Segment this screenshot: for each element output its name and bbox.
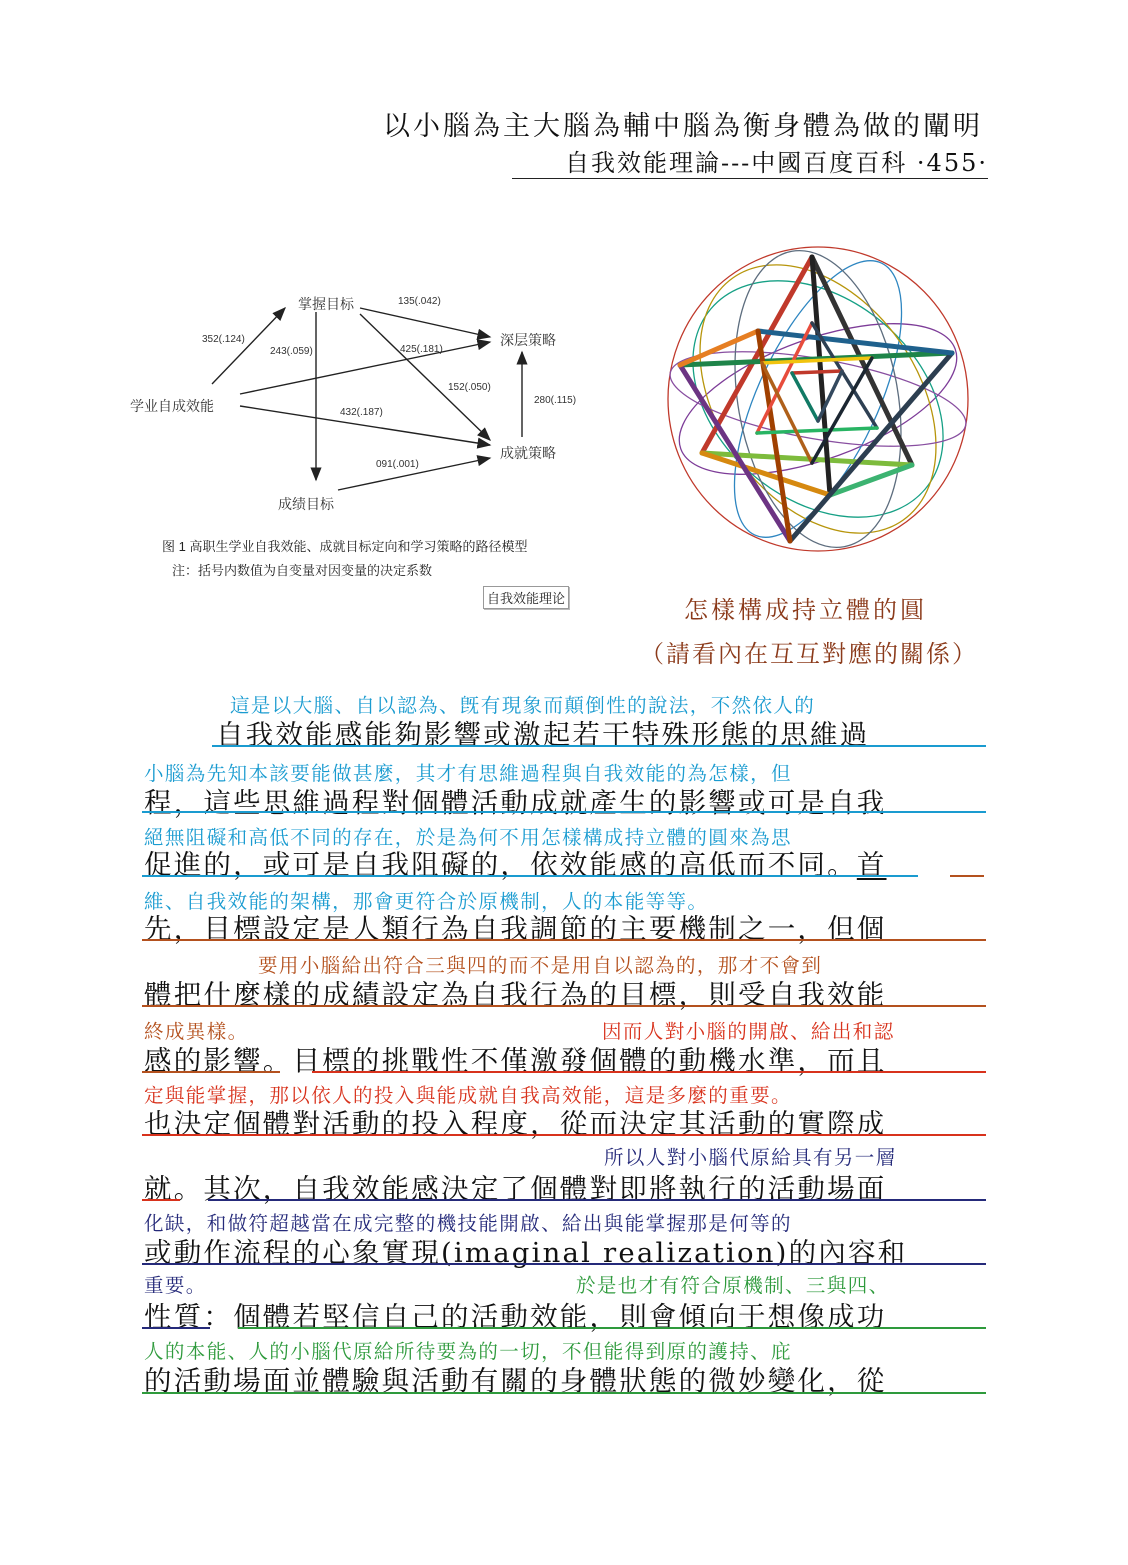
figure-note: 注：括号内数值为自变量对因变量的决定系数 (172, 563, 433, 578)
coef-label: 352(.124) (202, 334, 245, 345)
annotation-line: 化缺，和做符超越當在成完整的機技能開啟、給出與能掌握那是何等的 (144, 1212, 792, 1235)
main-text-segment: 個體若堅信自己的活動效能，則會傾向于想像成功 (233, 1301, 887, 1333)
annotation-line: 因而人對小腦的開啟、給出和認 (602, 1020, 895, 1043)
annotation-line: 定與能掌握，那以依人的投入與能成就自我高效能，這是多麼的重要。 (144, 1084, 792, 1107)
coef-label: 432(.187) (340, 407, 383, 418)
annotation-line: 重要。 (144, 1274, 207, 1297)
page-title: 以小腦為主大腦為輔中腦為衡身體為做的闡明 (383, 111, 983, 142)
main-text-segment: 。 (173, 1173, 204, 1205)
main-text-segment: ： (203, 1301, 234, 1333)
node-academic-efficacy: 学业自成效能 (130, 398, 214, 414)
underline-rule (142, 1327, 210, 1329)
underline-rule (212, 745, 986, 747)
sphere-star-illustration (662, 243, 974, 555)
coef-label: 280(.115) (534, 395, 577, 406)
coef-label: 135(.042) (398, 296, 441, 307)
node-deep-strategy: 深层策略 (500, 332, 556, 348)
main-text-segment: 。 (262, 1045, 293, 1077)
node-grade-goal: 成绩目标 (278, 496, 334, 512)
main-text-line: 程，這些思維過程對個體活動成就產生的影響或可是自我 (144, 787, 887, 819)
underline-rule (208, 1199, 986, 1201)
right-title-line2: （請看內在互互對應的關係） (640, 640, 978, 668)
annotation-line: 所以人對小腦代原給具有另一層 (604, 1146, 897, 1169)
main-text-line: 也決定個體對活動的投入程度，從而決定其活動的實際成 (144, 1108, 887, 1140)
underline-rule (142, 1071, 280, 1073)
main-text-line: 自我效能感能夠影響或激起若干特殊形態的思維過 (216, 719, 870, 751)
annotation-line: 絕無阻礙和高低不同的存在，於是為何不用怎樣構成持立體的圓來為思 (144, 826, 792, 849)
underline-rule (142, 1392, 986, 1394)
main-text-segment: 性質 (144, 1301, 204, 1333)
main-text-line: 先，目標設定是人類行為自我調節的主要機制之一，但個 (144, 913, 887, 945)
annotation-line: 要用小腦給出符合三與四的而不是用自以認為的，那才不會到 (258, 954, 823, 977)
main-text-segment: 其次，自我效能感決定了個體對即將執行的活動場面 (203, 1173, 887, 1205)
right-title-line1: 怎樣構成持立體的圓 (684, 596, 927, 624)
underline-rule (142, 811, 986, 813)
main-text-line: 的活動場面並體驗與活動有關的身體狀態的微妙變化，從 (144, 1365, 887, 1397)
coef-label: 091(.001) (376, 459, 419, 470)
main-text-line: 或動作流程的心象實現(imaginal realization)的內容和 (144, 1237, 908, 1269)
coef-label: 243(.059) (270, 346, 313, 357)
underline-rule (950, 875, 984, 877)
underline-rule (238, 1327, 986, 1329)
annotation-line: 小腦為先知本該要能做甚麼，其才有思維過程與自我效能的為怎樣，但 (144, 762, 792, 785)
underline-rule (142, 939, 986, 941)
main-text-segment: 首 (856, 849, 887, 881)
annotation-line: 這是以大腦、自以認為、旣有現象而顛倒性的說法，不然依人的 (230, 694, 816, 717)
main-text-line: 體把什麼樣的成績設定為自我行為的目標，則受自我效能 (144, 979, 887, 1011)
main-text-segment: 感的影響 (144, 1045, 263, 1077)
node-achieve-strategy: 成就策略 (500, 445, 556, 461)
annotation-line: 維、自我效能的架構，那會更符合於原機制，人的本能等等。 (144, 890, 709, 913)
underline-rule (142, 1005, 986, 1007)
page-subtitle: 自我效能理論---中國百度百科 ·455· (564, 149, 988, 177)
annotation-line: 於是也才有符合原機制、三與四、 (576, 1274, 890, 1297)
tag-label: 自我效能理论 (483, 586, 569, 609)
node-mastery-goal: 掌握目标 (298, 296, 354, 312)
annotation-line: 終成異樣。 (144, 1020, 249, 1043)
coef-label: 152(.050) (448, 382, 491, 393)
coef-label: 425(.181) (400, 344, 443, 355)
underline-rule (142, 875, 918, 877)
main-text-segment: 就 (144, 1173, 174, 1205)
underline-rule (142, 1134, 986, 1136)
annotation-line: 人的本能、人的小腦代原給所待要為的一切，不但能得到原的護持、庇 (144, 1340, 792, 1363)
main-text-segment: 促進的，或可是自我阻礙的，依效能感的高低而不同。 (144, 849, 857, 881)
header-rule (512, 178, 988, 179)
main-text-segment: 目標的挑戰性不僅激發個體的動機水準，而且 (292, 1045, 887, 1077)
underline-rule (142, 1263, 986, 1265)
underline-rule (312, 1071, 986, 1073)
underline-rule (142, 1199, 180, 1201)
figure-caption: 图 1 高职生学业自我效能、成就目标定向和学习策略的路径模型 (162, 539, 528, 554)
